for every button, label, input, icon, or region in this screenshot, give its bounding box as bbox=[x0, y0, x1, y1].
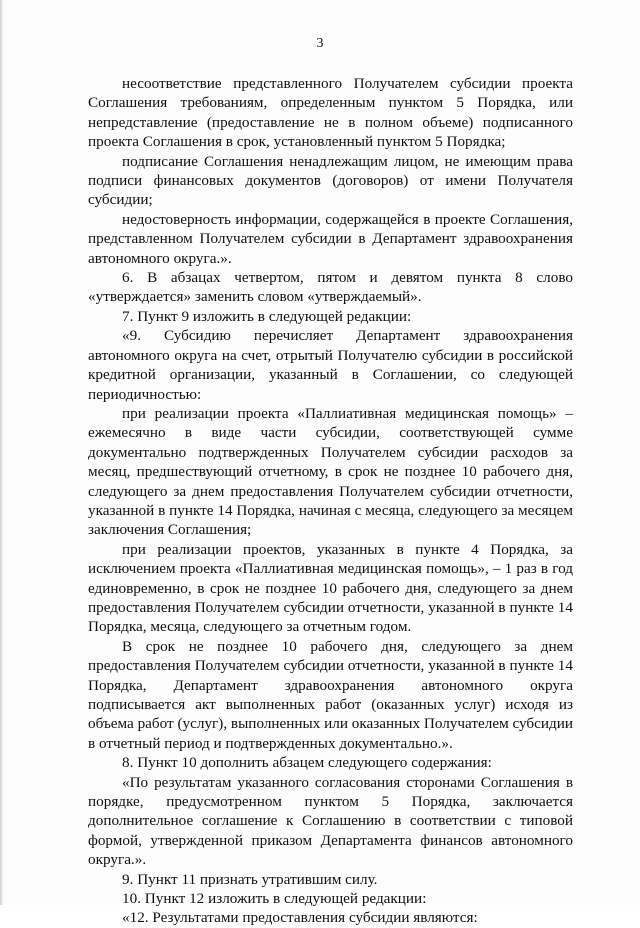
paragraph: «По результатам указанного согласования сторонами Соглашения в порядке, предусмотренном пунктом 5 Порядка, заключается дополнительное соглашение к Соглашению в соответствии с типовой формой, утвержденной приказом Департамента финансов автономного округа.». bbox=[88, 773, 573, 869]
document-body bbox=[88, 74, 573, 928]
paragraph: 7. Пункт 9 изложить в следующей редакции: bbox=[122, 307, 412, 325]
paragraph: 8. Пункт 10 дополнить абзацем следующего содержания: bbox=[122, 754, 492, 772]
paragraph: 10. Пункт 12 изложить в следующей редакции: bbox=[122, 890, 427, 908]
paragraph: 9. Пункт 11 признать утратившим силу. bbox=[122, 870, 378, 888]
paragraph: при реализации проектов, указанных в пункте 4 Порядка, за исключением проекта «Паллиативная медицинская помощь», – 1 раз в год единовременно, в срок не позднее 10 рабочего дня, следующего за днем предоставления Получателем субсидии отчетности, указанной в пункте 14 Порядка, месяца, следующего за отчетным годом. bbox=[88, 540, 573, 636]
paragraph: 6. В абзацах четвертом, пятом и девятом пункта 8 слово «утверждается» заменить словом «утверждаемый». bbox=[88, 269, 573, 306]
paragraph: «9. Субсидию перечисляет Департамент здравоохранения автономного округа на счет, отрытый Получателю субсидии в российской кредитной организации, указанный в Соглашении, со следующей периодичностью: bbox=[88, 327, 573, 403]
paragraph: недостоверность информации, содержащейся в проекте Соглашения, представленном Получателем субсидии в Департамент здравоохранения автономного округа.». bbox=[88, 210, 573, 267]
paragraph: В срок не позднее 10 рабочего дня, следующего за днем предоставления Получателем субсидии отчетности, указанной в пункте 14 Порядка, Департамент здравоохранения автономного округа подписывается акт выполненных работ (оказанных услуг) исходя из объема работ (услуг), выполненных или оказанных Получателем субсидии в отчетный период и подтвержденных документально.». bbox=[88, 637, 573, 752]
scan-edge-shadow bbox=[0, 0, 3, 905]
paragraph: при реализации проекта «Паллиативная медицинская помощь» – ежемесячно в виде части субсидии, соответствующей сумме документально подтвержденных Получателем субсидии расходов за месяц, предшествующий отчетному, в срок не позднее 10 рабочего дня, следующего за днем предоставления Получателем субсидии отчетности, указанной в пункте 14 Порядка, начиная с месяца, следующего за месяцем заключения Соглашения; bbox=[88, 404, 573, 539]
page-number: 3 bbox=[316, 36, 324, 51]
paragraph: «12. Результатами предоставления субсидии являются: bbox=[122, 909, 478, 927]
paragraph: подписание Соглашения ненадлежащим лицом, не имеющим права подписи финансовых документов (договоров) от имени Получателя субсидии; bbox=[88, 152, 573, 209]
paragraph: несоответствие представленного Получателем субсидии проекта Соглашения требованиям, определенным пунктом 5 Порядка, или непредставление (предоставление не в полном объеме) подписанного проекта Соглашения в срок, установленный пунктом 5 Порядка; bbox=[88, 75, 573, 151]
